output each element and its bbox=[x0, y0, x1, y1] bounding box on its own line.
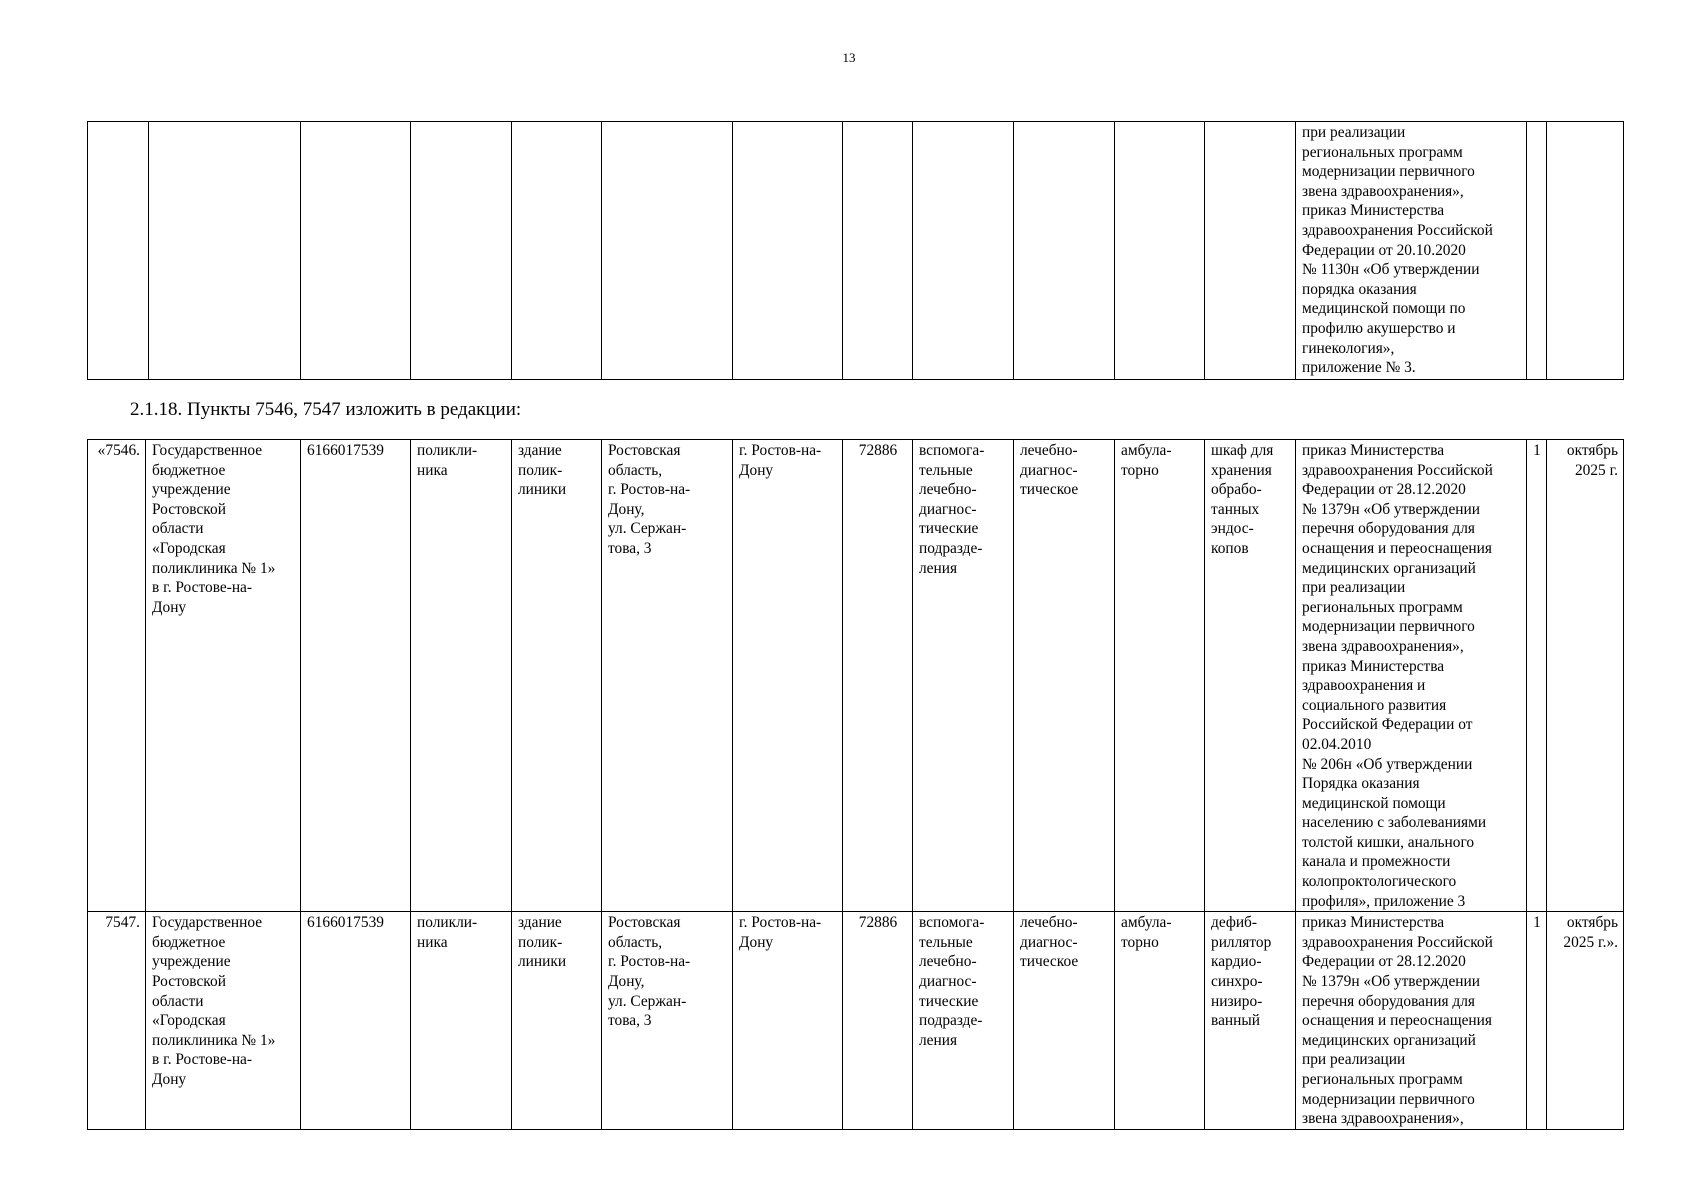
table-row bbox=[88, 440, 1624, 912]
cell-empty bbox=[88, 122, 149, 380]
cell-institution: Государственное бюджетное учреждение Ростовской области «Городская поликлиника № 1» в г. Ростове-на- Дону bbox=[146, 440, 301, 912]
cell-inn: 6166017539 bbox=[301, 912, 411, 1130]
cell-code: 72886 bbox=[843, 912, 913, 1130]
cell-empty bbox=[733, 122, 843, 380]
cell-equipment: дефиб- риллятор кардио- синхро- низиро- ванный bbox=[1205, 912, 1296, 1130]
cell-code: 72886 bbox=[843, 440, 913, 912]
cell-quantity: 1 bbox=[1527, 912, 1547, 1130]
page-number: 13 bbox=[842, 50, 856, 65]
cell-address: Ростовская область, г. Ростов-на- Дону, ул. Сержан- това, 3 bbox=[602, 912, 733, 1130]
cell-basis: при реализации региональных программ модернизации первичного звена здравоохранения», приказ Министерства здравоохранения Российской Федерации от 20.10.2020 № 1130н «Об утверждении порядка оказания медицинской помощи по профилю акушерство и гинекология», приложение № 3. bbox=[1296, 122, 1527, 380]
cell-unit: вспомога- тельные лечебно- диагнос- тические подразде- ления bbox=[913, 440, 1014, 912]
cell-building: здание полик- линики bbox=[512, 440, 602, 912]
cell-municipality: г. Ростов-на- Дону bbox=[733, 440, 843, 912]
cell-care-form: амбула- торно bbox=[1115, 912, 1205, 1130]
cell-empty bbox=[411, 122, 512, 380]
cell-basis: приказ Министерства здравоохранения Российской Федерации от 28.12.2020 № 1379н «Об утверждении перечня оборудования для оснащения и переоснащения медицинских организаций при реализации региональных программ модернизации первичного звена здравоохранения», bbox=[1296, 912, 1527, 1130]
cell-address: Ростовская область, г. Ростов-на- Дону, ул. Сержан- това, 3 bbox=[602, 440, 733, 912]
cell-empty bbox=[512, 122, 602, 380]
cell-empty bbox=[1115, 122, 1205, 380]
cell-empty bbox=[913, 122, 1014, 380]
cell-basis: приказ Министерства здравоохранения Российской Федерации от 28.12.2020 № 1379н «Об утверждении перечня оборудования для оснащения и переоснащения медицинских организаций при реализации региональных программ модернизации первичного звена здравоохранения», приказ Министерства здравоохранения и социального развития Российской Федерации от 02.04.2010 № 206н «Об утверждении Порядка оказания медицинской помощи населению с заболеваниями толстой кишки, анального канала и промежности колопроктологического профиля», приложение 3 bbox=[1296, 440, 1527, 912]
cell-facility-type: поликли- ника bbox=[411, 440, 512, 912]
items-table bbox=[87, 439, 1624, 1130]
cell-empty bbox=[602, 122, 733, 380]
cell-quantity: 1 bbox=[1527, 440, 1547, 912]
cell-care-form: амбула- торно bbox=[1115, 440, 1205, 912]
cell-building: здание полик- линики bbox=[512, 912, 602, 1130]
cell-empty bbox=[301, 122, 411, 380]
cell-empty bbox=[1205, 122, 1296, 380]
cell-institution: Государственное бюджетное учреждение Ростовской области «Городская поликлиника № 1» в г. Ростове-на- Дону bbox=[146, 912, 301, 1130]
cell-empty bbox=[149, 122, 301, 380]
cell-equipment: шкаф для хранения обрабо- танных эндос- копов bbox=[1205, 440, 1296, 912]
cell-unit: вспомога- тельные лечебно- диагнос- тические подразде- ления bbox=[913, 912, 1014, 1130]
table-row bbox=[88, 912, 1624, 1130]
cell-empty bbox=[1014, 122, 1115, 380]
cell-municipality: г. Ростов-на- Дону bbox=[733, 912, 843, 1130]
cell-unit-type: лечебно- диагнос- тическое bbox=[1014, 912, 1115, 1130]
cell-facility-type: поликли- ника bbox=[411, 912, 512, 1130]
cell-unit-type: лечебно- диагнос- тическое bbox=[1014, 440, 1115, 912]
continued-table bbox=[87, 121, 1624, 380]
cell-empty bbox=[843, 122, 913, 380]
cell-date: октябрь 2025 г. bbox=[1547, 440, 1624, 912]
cell-number: «7546. bbox=[88, 440, 146, 912]
cell-inn: 6166017539 bbox=[301, 440, 411, 912]
continued-row bbox=[88, 122, 1624, 380]
cell-number: 7547. bbox=[88, 912, 146, 1130]
cell-empty bbox=[1547, 122, 1624, 380]
cell-empty bbox=[1527, 122, 1547, 380]
cell-date: октябрь 2025 г.». bbox=[1547, 912, 1624, 1130]
section-heading: 2.1.18. Пункты 7546, 7547 изложить в редакции: bbox=[130, 399, 522, 420]
